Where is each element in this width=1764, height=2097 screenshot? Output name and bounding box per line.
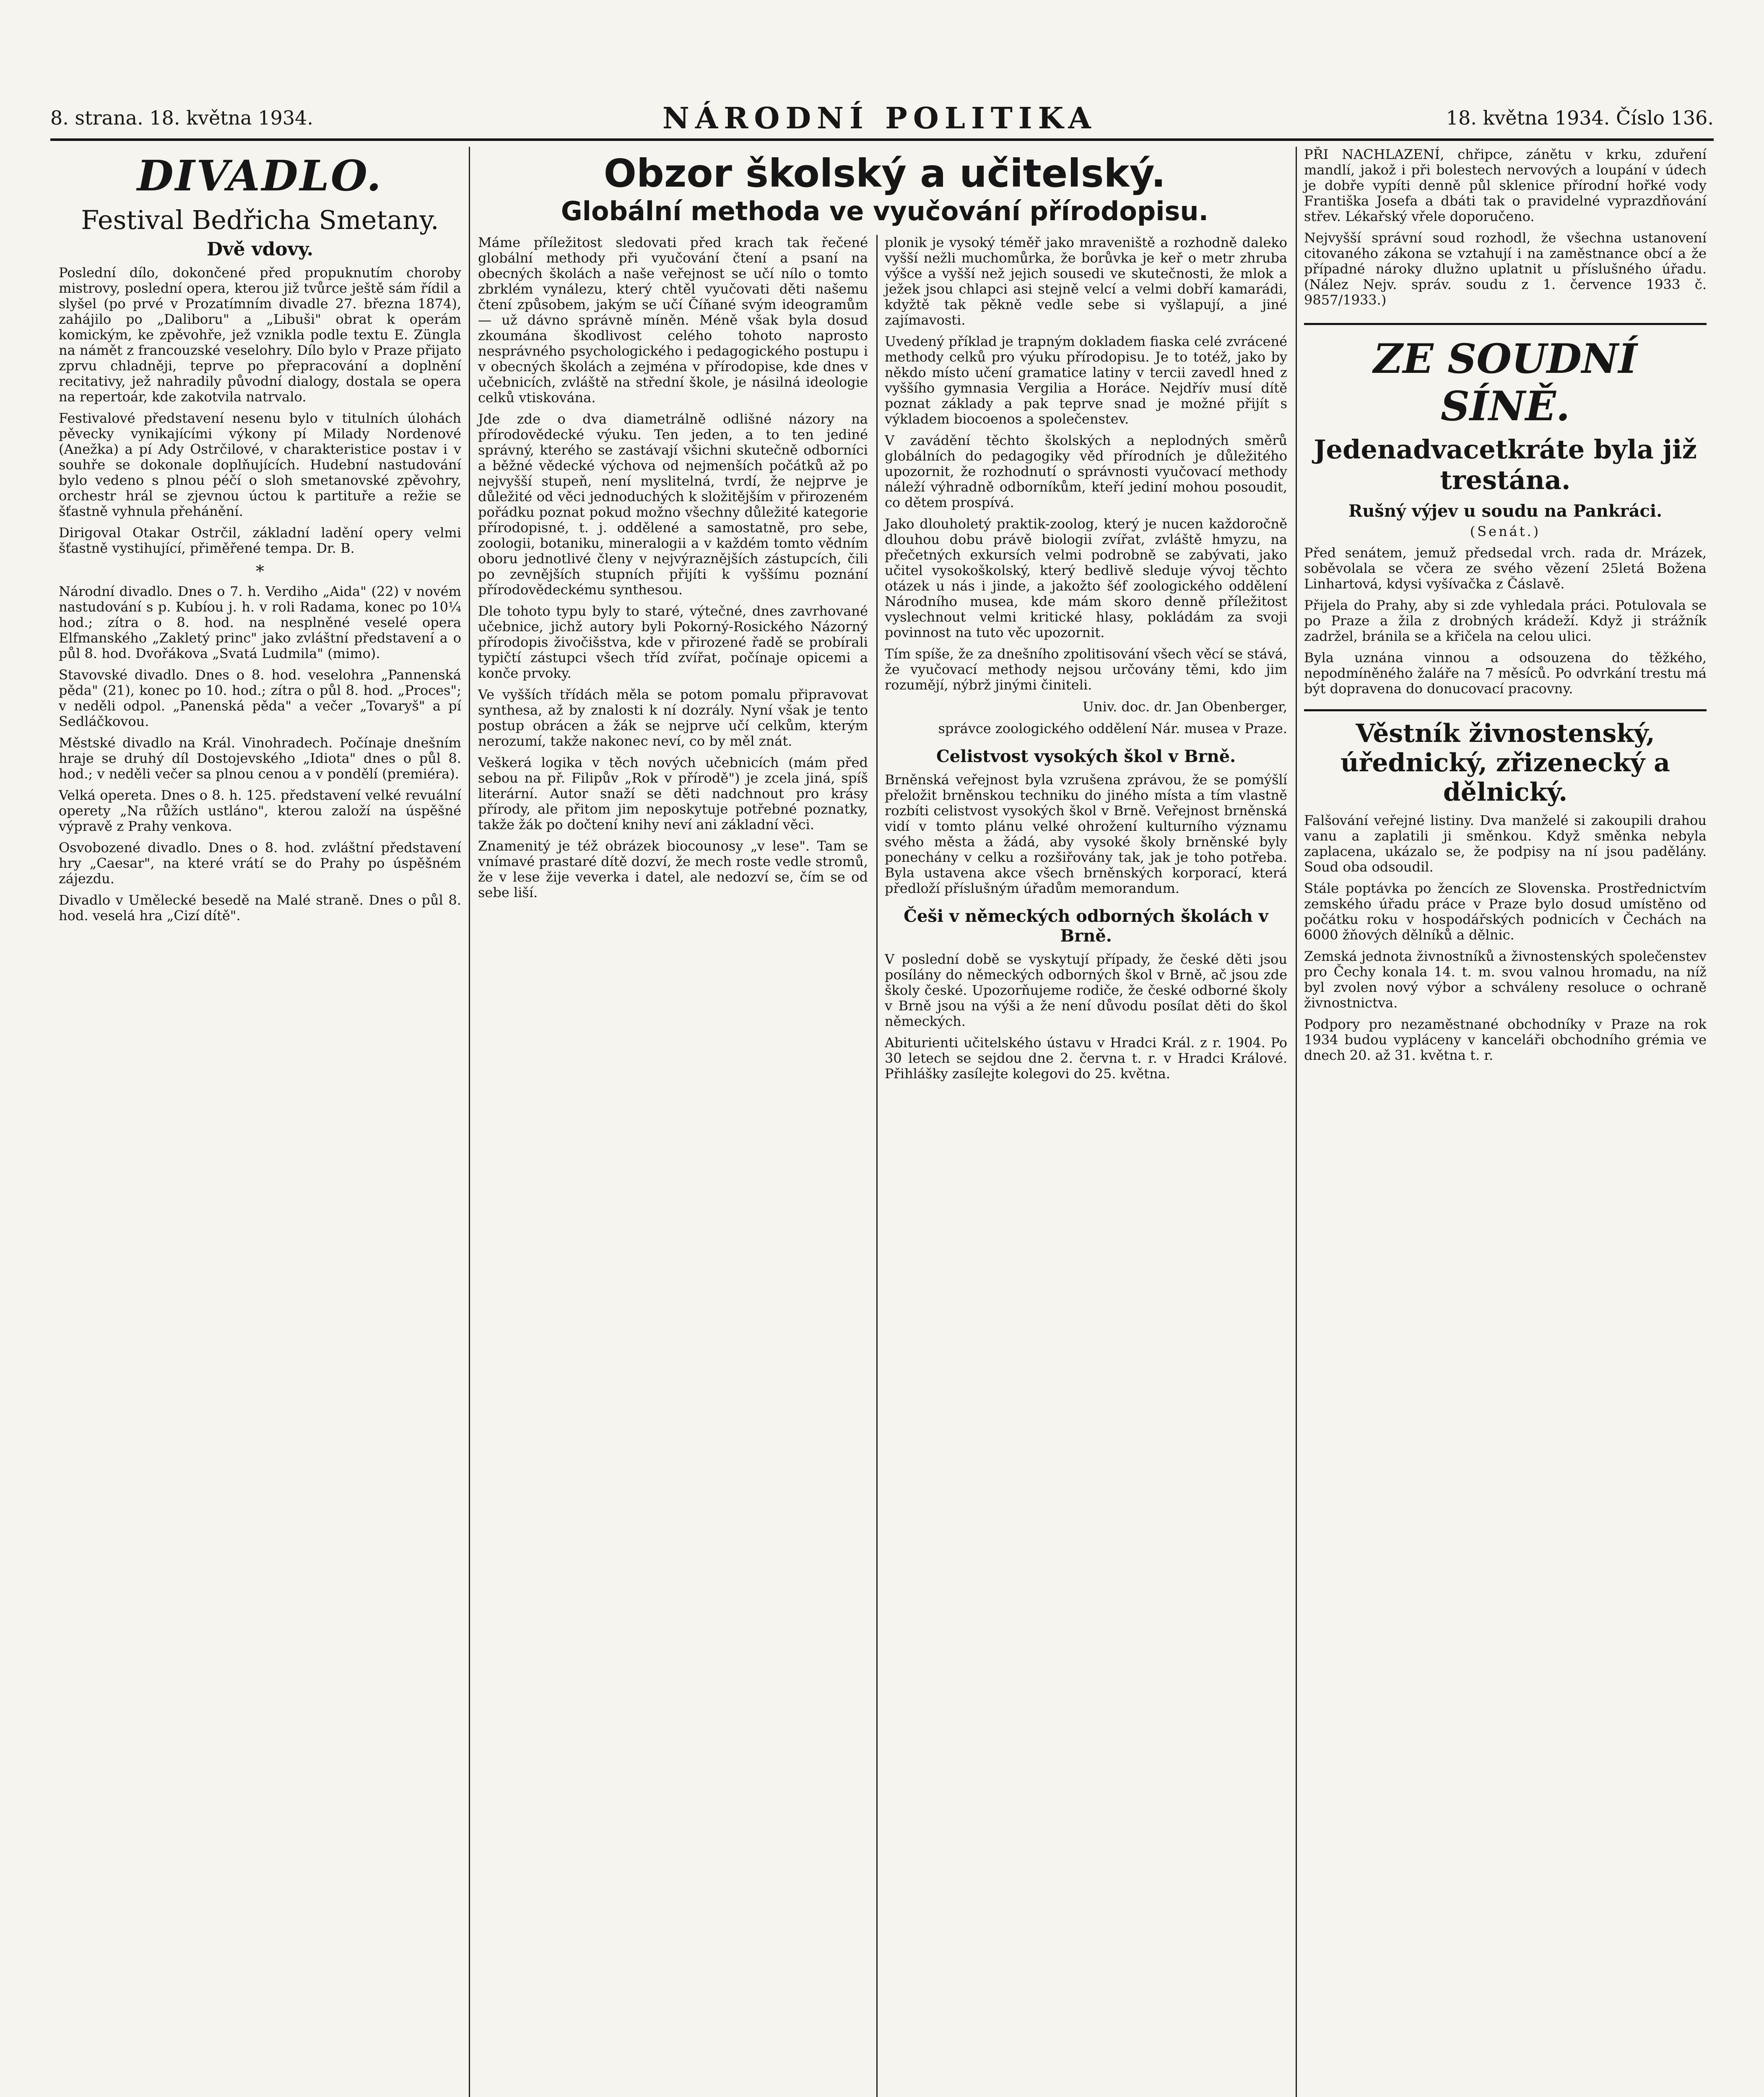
section-text: Brněnská veřejnost byla vzrušena zprávou, že se pomýšlí přeložit brněnskou techniku do jiného místa a tím vlastně rozbíti celistvost vysokých škol v Brně. Veřejnost brněnská vidí v tomto plánu velké ohrožení kulturního významu svého města a žádá, aby vysoké školy brněnské byly ponechány v celku a rozšiřovány tak, jak je toho potřeba. Byla ustavena akce všech brněnských korporací, která předloží příslušným úřadům memorandum. bbox=[885, 772, 1287, 896]
theatre-column bbox=[59, 147, 461, 2097]
court-paragraph: Byla uznána vinnou a odsouzena do těžkého, nepodmíněného žaláře na 7 měsíců. Po odvrkání trestu má být dopravena do donucovací pracovny. bbox=[1304, 650, 1707, 697]
article-paragraph: Jde zde o dva diametrálně odlišné názory na přírodovědecké výuku. Ten jeden, a to ten jediné správný, kterého se zastávají všichni skutečně odborníci a běžné vědecké výchova od nejmenších počátků až po nejvyšší stupeň, není myslitelná, tvrdí, že nejprve je důležité od věci jednoduchých k složitějším v přirozeném pořádku poznat pokud možno všechny důležité kategorie přírodopisné, t. j. oddělené a samostatně, pro sebe, zoologii, botaniku, mineralogii a v každém tomto vědním oboru jednotlivé členy v nejvýraznějších zástupcích, čili po zevnějších stupních přijíti k vyššímu poznání přírodovědeckému synthesou. bbox=[478, 411, 868, 598]
theatre-notice: Divadlo v Umělecké besedě na Malé straně. Dnes o půl 8. hod. veselá hra „Cizí dítě". bbox=[59, 892, 461, 924]
column-divider bbox=[1296, 147, 1297, 2097]
article-paragraph: Dle tohoto typu byly to staré, výtečné, dnes zavrhované učebnice, jichž autory byli Pokorný-Rosického Názorný přírodopis živočišstva, kde v přirozené řadě se probírali typičtí zástupci všech tříd zvířat, počínaje opicemi a konče prvoky. bbox=[478, 603, 868, 681]
article-paragraph: V zavádění těchto školských a neplodných směrů globálních do pedagogiky věd přírodních je důležitého upozornit, že rozhodnutí o správnosti vyučovací methody náleží výhradně odborníkům, kteří jediní mohou posoudit, co dětem prospívá. bbox=[885, 432, 1287, 510]
school-heading: Obzor školský a učitelský. bbox=[603, 151, 1166, 196]
court-paragraph: Přijela do Prahy, aby si zde vyhledala práci. Potulovala se po Praze a žila z drobných krádeží. Když ji strážník zadržel, bránila se a křičela na celou ulici. bbox=[1304, 597, 1707, 644]
column-divider bbox=[469, 147, 470, 2097]
legal-paragraph: Nejvyšší správní soud rozhodl, že všechna ustanovení citovaného zákona se vztahují i na zaměstnance obcí a že případné nároky dlužno uplatnit u příslušného úřadu. (Nález Nejv. správ. soudu z 1. července 1933 č. 9857/1933.) bbox=[1304, 230, 1707, 308]
festival-title: Festival Bedřicha Smetany. bbox=[81, 205, 439, 235]
article-paragraph: Uvedený příklad je trapným dokladem fiaska celé zvrácené methody celků pro výuku přírodopisu. Je to totéž, jako by někdo místo učení gramatice latiny v tercii zavedl hned z vyššího gymnasia Vergilia a Horáce. Nejdřív musí dítě poznat základy a pak teprve snad je možné přijít s výkladem biocoenos a společenstev. bbox=[885, 333, 1287, 427]
theatre-notice: Osvobozené divadlo. Dnes o 8. hod. zvláštní představení hry „Caesar", na které vrátí se do Prahy po úspěšném zájezdu. bbox=[59, 840, 461, 887]
header-right: 18. května 1934. Číslo 136. bbox=[1446, 107, 1714, 129]
section-heading: Češi v německých odborných školách v Brně. bbox=[904, 906, 1268, 946]
review-paragraph: Poslední dílo, dokončené před propuknutím choroby mistrovy, poslední opera, kterou již tvůrce ještě sám řídil a slyšel (po prvé v Prozatímním divadle 27. března 1874), zahájilo po „Daliboru" a „Libuši" obrat k operám komickým, ke zpěvohře, jež vznikla podle textu E. Züngla na námět z francouzské veselohry. Dílo bylo v Praze přijato zprvu chladněji, teprve po přepracování a doplnění recitativy, jež nahradily původní dialogy, dostala se opera na repertoár, kde zakotvila natrvalo. bbox=[59, 265, 461, 405]
column-divider bbox=[876, 235, 878, 2097]
page-header bbox=[50, 99, 1714, 137]
article-paragraph: Tím spíše, že za dnešního zpolitisování všech věcí se stává, že vyučovací methody nejsou určovány těmi, kdo jim rozumějí, nýbrž jinými činiteli. bbox=[885, 646, 1287, 693]
theatre-notice: Stavovské divadlo. Dnes o 8. hod. veselohra „Pannenská pěda" (21), konec po 10. hod.; zítra o půl 8. hod. „Proces"; v neděli odpol. „Panenská pěda" a večer „Tovaryš" a pí Sedláčkovou. bbox=[59, 667, 461, 729]
bulletin-paragraph: Falšování veřejné listiny. Dva manželé si zakoupili drahou vanu a zaplatili ji směnkou. Když směnka nebyla zaplacena, ukázalo se, že podpisy na ní jsou padělány. Soud oba odsoudil. bbox=[1304, 812, 1707, 875]
article-paragraph: Znamenitý je též obrázek biocounosy „v lese". Tam se vnímavé prastaré dítě dozví, že mech roste vedle stromů, že v lese žije veverka i datel, ale nedozví se, čím se od sebe liší. bbox=[478, 838, 868, 900]
section-text: V poslední době se vyskytují případy, že české děti jsou posílány do německých odborných škol v Brně, ač jsou zde školy české. Upozorňujeme rodiče, že české odborné školy v Brně jsou na výši a že není důvodu posílat děti do škol německých. bbox=[885, 951, 1287, 1029]
bulletin-paragraph: Zemská jednota živnostníků a živnostenských společenstev pro Čechy konala 14. t. m. svou valnou hromadu, na níž byl zvolen nový výbor a schváleny resoluce o ochraně živnostnictva. bbox=[1304, 948, 1707, 1011]
header-rule bbox=[50, 138, 1714, 141]
bulletin-paragraph: Stále poptávka po žencích ze Slovenska. Prostřednictvím zemského úřadu práce v Praze bylo dosud umístěno od počátku roku v hospodářských podnicích v Čechách na 6000 žňových dělníků a dělnic. bbox=[1304, 880, 1707, 943]
review-paragraph: Festivalové představení nesenu bylo v titulních úlohách pěvecky vynikajícími výkony pí Milady Nordenové (Anežka) a pí Ady Ostrčilové, v charakteristice postav i v souhře se dokonale doplňujících. Hudební nastudování bylo vedeno s plnou péčí o sloh smetanovské zpěvohry, orchestr hrál se zjevnou úctou k partituře a režie se šťastně vyhnula přehánění. bbox=[59, 410, 461, 519]
court-paragraph: Před senátem, jemuž předsedal vrch. rada dr. Mrázek, soběvolala se včera ze svého vězení 25letá Božena Linhartová, kdysi vyšívačka z Čáslavě. bbox=[1304, 545, 1707, 592]
theatre-notice: Národní divadlo. Dnes o 7. h. Verdiho „Aida" (22) v novém nastudování s p. Kubíou j. h. v roli Radama, konec po 10¼ hod.; zítra o 8. hod. na nesplněné veselé opera Elfmanského „Zakletý princ" jako zvláštní představení a o půl 8. hod. Dvořákova „Svatá Ludmila" (mimo). bbox=[59, 583, 461, 661]
court-subtitle: Rušný výjev u soudu na Pankráci. bbox=[1348, 501, 1663, 521]
newspaper-title: NÁRODNÍ POLITIKA bbox=[662, 100, 1097, 135]
header-left: 8. strana. 18. května 1934. bbox=[50, 107, 314, 129]
article-paragraph: Jako dlouholetý praktik-zoolog, který je nucen každoročně dlouhou dobu právě biologii zvířat, zvláště hmyzu, na přečetných exkursích velmi podrobně se zabývati, jako učitel vysokoškolský, který bedlivě sleduje vývoj těchto otázek u nás i jinde, a jakožto šéf zoologického oddělení Národního musea, kde mám skoro denně příležitost vyslechnout velmi kritické hlasy, pokládám za svoji povinnost na tuto věc upozornit. bbox=[885, 516, 1287, 640]
school-subheading: Globální methoda ve vyučování přírodopisu. bbox=[561, 196, 1209, 226]
article-paragraph: Veškerá logika v těch nových učebnicích (mám před sebou na př. Filipův „Rok v přírodě") je zcela jiná, spíš literární. Autor snaží se děti nadchnout pro krásy přírody, ale přitom jim neposkytuje potřebné poznatky, takže žák po dočtení knihy neví ani základní věci. bbox=[478, 755, 868, 833]
court-heading: ZE SOUDNÍ SÍNĚ. bbox=[1304, 323, 1707, 430]
section-heading: Celistvost vysokých škol v Brně. bbox=[936, 747, 1236, 766]
separator-star: * bbox=[256, 562, 264, 581]
article-paragraph: plonik je vysoký téměř jako mraveniště a rozhodně daleko vyšší nežli muchomůrka, že borůvka je keř o metr zhruba výšce a vyšší než jejich sousedi ve skutečnosti, že mlok a ježek jsou chlapci asi stejně velcí a velmi dobří kamarádi, kdyžtě tak pěkně vedle sebe si vyšlapují, a jiné zajímavosti. bbox=[885, 234, 1287, 328]
court-column bbox=[1304, 147, 1707, 2097]
notice-text: Abiturienti učitelského ústavu v Hradci Král. z r. 1904. Po 30 letech se sejdou dne 2. června t. r. v Hradci Králové. Přihlášky zasílejte kolegovi do 25. května. bbox=[885, 1035, 1287, 1082]
bulletin-paragraph: Podpory pro nezaměstnané obchodníky v Praze na rok 1934 budou vypláceny v kanceláři obchodního grémia ve dnech 20. až 31. května t. r. bbox=[1304, 1016, 1707, 1063]
article-paragraph: Máme příležitost sledovati před krach tak řečené globální methody při vyučování čtení a psaní na obecných školách a naše veřejnost se učí nílo o tomto zbrklém vynálezu, který chtěl vyučovati děti našemu čtení způsobem, jakým se učí Číňané svým ideogramům — už dávno správně míněn. Méně však byla dosud zkoumána škodlivost celého tohoto naprosto nesprávného psychologického i pedagogického postupu i v obecných školách a zejména v přírodopise, kde dnes v učebnicích, zvláště na střední škole, je násilná ideologie celků vtiskována. bbox=[478, 234, 868, 406]
theatre-heading: DIVADLO. bbox=[137, 151, 383, 200]
school-column-continued bbox=[885, 235, 1287, 2097]
author-signature: Univ. doc. dr. Jan Obenberger, bbox=[1082, 699, 1287, 715]
author-role: správce zoologického oddělení Nár. musea v Praze. bbox=[938, 721, 1287, 736]
article-paragraph: Ve vyšších třídách měla se potom pomalu připravovat synthesa, až by znalosti k ní dozrály. Nyní však je tento postup obrácen a žák se nejprve učí celkům, kterým nerozumí, takže nakonec neví, co by měl znát. bbox=[478, 687, 868, 749]
review-subtitle: Dvě vdovy. bbox=[206, 239, 314, 260]
review-paragraph: Dirigoval Otakar Ostrčil, základní ladění opery velmi šťastně vystihující, přiměřené tempa. Dr. B. bbox=[59, 525, 461, 556]
theatre-notice: Velká opereta. Dnes o 8. h. 125. představení velké revuální operety „Na růžích ustláno", kterou založí na úspěšné výpravě z Prahy venkova. bbox=[59, 787, 461, 834]
theatre-notice: Městské divadlo na Král. Vinohradech. Počínaje dnešním hraje se druhý díl Dostojevského „Idiota" dnes o půl 8. hod.; v neděli večer sa plnou cenou a v pondělí (premiéra). bbox=[59, 735, 461, 782]
court-senate: (Senát.) bbox=[1470, 523, 1541, 539]
court-title: Jedenadvacetkráte byla již trestána. bbox=[1314, 434, 1697, 495]
bulletin-heading: Věstník živnostenský, úřednický, zřizenecký a dělnický. bbox=[1304, 709, 1707, 807]
advert-paragraph: PŘI NACHLAZENÍ, chřipce, zánětu v krku, zduření mandlí, jakož i při bolestech nervových a loupání v údech je dobře vypíti denně půl sklenice přírodní hořké vody Františka Josefa a dbáti tak o pravidelné vyprazdňování střev. Lékařský vřele doporučeno. bbox=[1304, 146, 1707, 224]
